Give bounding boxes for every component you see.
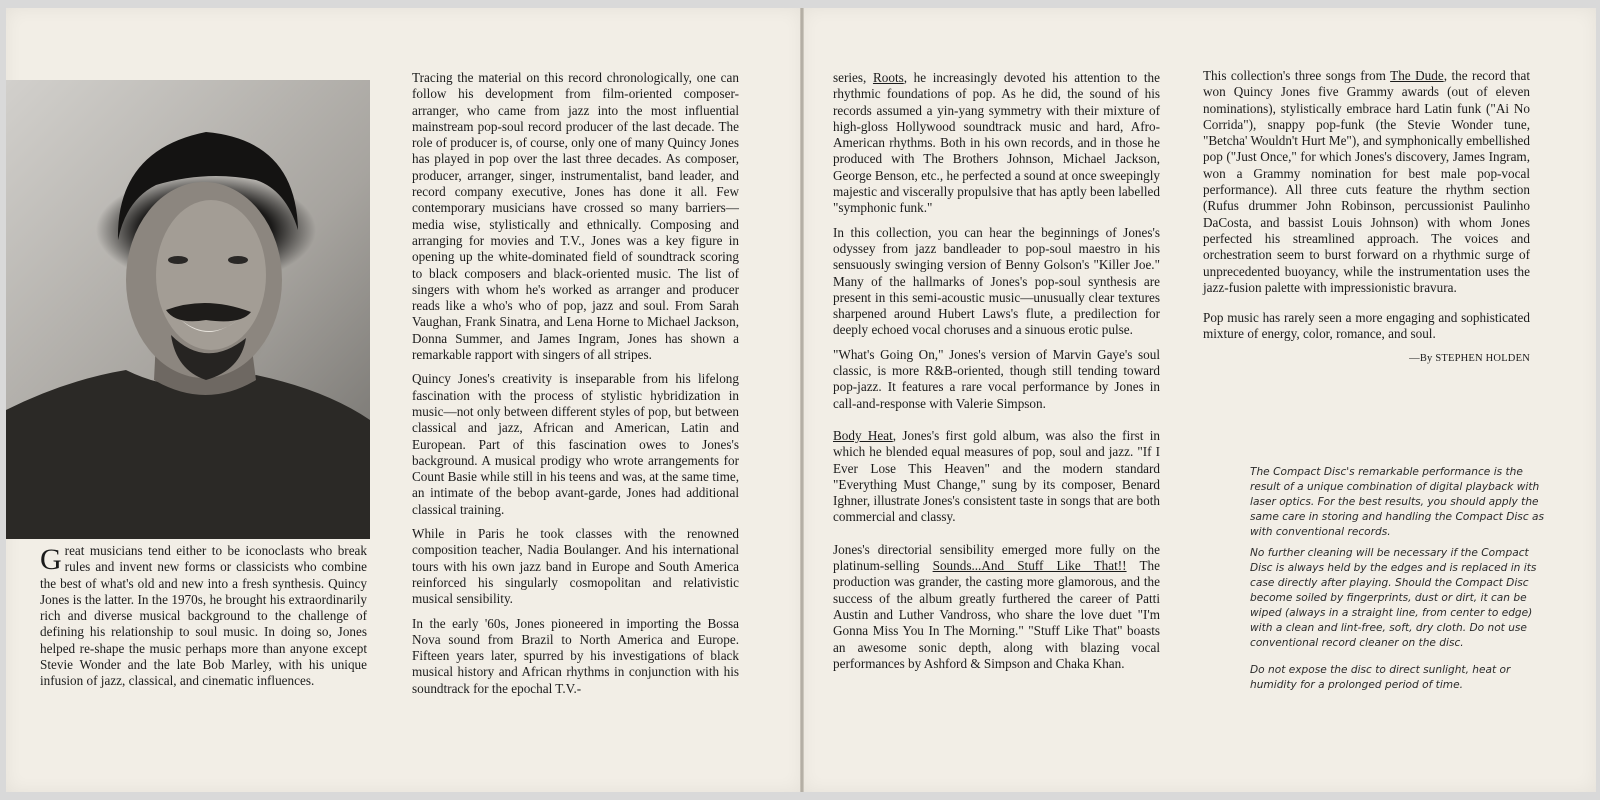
text-span: , the record that won Quincy Jones five Grammy awards (out of eleven nominations), stylistically embrace hard Latin funk ("Ai No Corrida"), snappy pop-funk (the Stevie Wonder tune, "Betcha' Wouldn't Hurt Me"), and symphonically embellished pop ("Just Once," for which Jones's discovery, James Ingram, won a Grammy nomination for best male pop-vocal performance). All three cuts feature the rhythm section (Rufus drummer John Robinson, percussionist Paulinho DaCosta, and bassist Louis Johnson) with whom Jones perfected his streamlined approach. The voices and orchestration seem to burst forward on a rhythmic surge of unprecedented buoyancy, while the instrumentation uses the jazz-fusion palette with impressionistic bravura. bbox=[1203, 68, 1530, 295]
text-span: series, bbox=[833, 70, 873, 85]
author-byline: —By STEPHEN HOLDEN bbox=[1409, 352, 1530, 364]
drop-cap: G bbox=[40, 543, 62, 576]
essay-column-2 bbox=[412, 70, 739, 705]
essay-paragraph: Quincy Jones's creativity is inseparable from his lifelong fascination with the process of stylistic hybridization in music—not only between different styles of pop, but between classical and jazz, African and American, Latin and European. Part of this fascination owes to Jones's background. A musical prodigy who wrote arrangements for Count Basie while still in his teens and was, at the same time, an intimate of the bebop avant-garde, Jones had additional classical training. bbox=[412, 371, 739, 517]
care-note-paragraph: Do not expose the disc to direct sunlight, heat or humidity for a prolonged period of time. bbox=[1250, 664, 1511, 691]
essay-column-4 bbox=[1203, 68, 1530, 367]
album-title-body-heat: Body Heat bbox=[833, 427, 893, 443]
essay-paragraph bbox=[833, 428, 1160, 526]
essay-paragraph: Pop music has rarely seen a more engaging and sophisticated mixture of energy, color, romance, and soul. bbox=[1203, 310, 1530, 342]
essay-paragraph: "What's Going On," Jones's version of Marvin Gaye's soul classic, is more R&B-oriented, though still tending toward pop-jazz. It features a rare vocal performance by Jones in call-and-response with Valerie Simpson. bbox=[833, 346, 1160, 411]
essay-column-3 bbox=[833, 70, 1160, 680]
album-title-roots: Roots bbox=[872, 70, 904, 85]
text-span: , he increasingly devoted his attention to the rhythmic foundations of pop. As he did, the sound of his records assumed a yin-yang symmetry with their mixture of high-gloss Hollywood soundtrack music and hard, Afro-American rhythms. Both in his own records, and in those he produced with The Brothers Johnson, Michael Jackson, George Benson, etc., he perfected a sound at once sweepingly majestic and viscerally propulsive that has aptly been labelled "symphonic funk." bbox=[833, 70, 1161, 216]
care-note-paragraph: No further cleaning will be necessary if the Compact Disc is always held by the edges and is replaced in its case directly after playing. Should the Compact Disc become soiled by fingerprints, dust or dirt, it can be wiped (always in a straight line, from center to edge) with a clean and lint-free, soft, dry cloth. Do not use conventional record cleaner on the disc. bbox=[1250, 547, 1537, 649]
album-title-the-dude: The Dude bbox=[1390, 68, 1444, 83]
text-span: The production was grander, the casting more glamorous, and the success of the album greatly furthered the career of Patti Austin and Luther Vandross, who share the love duet "I'm Gonna Miss You In The Morning." "Stuff Like That" boasts an awesome sonic depth, along with blazing vocal performances by Ashford & Simpson and Chaka Khan. bbox=[833, 558, 1160, 671]
care-note-paragraph: The Compact Disc's remarkable performance is the result of a unique combination of digital playback with laser optics. For the best results, you should apply the same care in storing and handling the Compact Disc as with conventional records. bbox=[1250, 466, 1545, 538]
booklet-fold bbox=[800, 8, 804, 792]
essay-paragraph bbox=[1203, 68, 1530, 296]
intro-text: reat musicians tend either to be iconoclasts who break rules and invent new forms or classicists who combine the best of what's old and new into a fresh synthesis. Quincy Jones is the latter. In the 1970s, he brought his extraordinarily rich and diverse musical background to the challenge of defining his relationship to soul music. In doing so, Jones helped re-shape the music perhaps more than anyone except Stevie Wonder and the late Bob Marley, with his unique infusion of jazz, classical, and cinematic influences. bbox=[40, 543, 367, 689]
text-span: Jones's directorial sensibility emerged more fully on the platinum-selling bbox=[833, 541, 1160, 574]
essay-paragraph bbox=[833, 542, 1160, 672]
text-span: , Jones's first gold album, was also the first in which he blended equal measures of pop, soul and jazz. "If I Ever Lose This Heaven" and the modern standard "Everything Must Change," sung by its composer, Benard Ighner, illustrate Jones's consistent taste in songs that are both commercial and classy. bbox=[833, 427, 1160, 525]
essay-paragraph: In this collection, you can hear the beginnings of Jones's odyssey from jazz bandleader to pop-soul maestro in his sensuously swinging version of Benny Golson's "Killer Joe." Many of the hallmarks of Jones's pop-soul synthesis are present in this semi-acoustic music—unusually clear textures sharpened around Hubert Laws's flute, a predilection for deeply echoed vocal choruses and a sinuous erotic pulse. bbox=[833, 224, 1160, 338]
intro-column bbox=[40, 543, 367, 698]
essay-paragraph bbox=[833, 70, 1160, 217]
essay-paragraph: In the early '60s, Jones pioneered in importing the Bossa Nova sound from Brazil to North America and Europe. Fifteen years later, spurred by his investigations of black musical history and African rhythms in conjunction with his soundtrack for the epochal T.V.- bbox=[412, 615, 739, 696]
compact-disc-care-note bbox=[1250, 465, 1550, 699]
essay-paragraph: While in Paris he took classes with the renowned composition teacher, Nadia Boulanger. And his international tours with his own jazz band in Europe and South America reinforced his singularly cosmopolitan and relativistic musical sensibility. bbox=[412, 526, 739, 607]
essay-paragraph: Tracing the material on this record chronologically, one can follow his development from film-oriented composer-arranger, who came from jazz into the most influential mainstream pop-soul record producer of the last decade. The role of producer is, of course, only one of many Quincy Jones has played in pop over the last three decades. As composer, producer, arranger, singer, instrumentalist, band leader, and record company executive, Jones has done it all. Few contemporary musicians have crossed so many barriers—media wise, stylistically and ethnically. Composing and arranging for movies and T.V., Jones was a key figure in opening up the white-dominated field of soundtrack scoring to black composers and black-oriented music. The list of singers with whom he's worked as arranger and producer reads like a who's who of pop, jazz and soul. From Sarah Vaughan, Frank Sinatra, and Lena Horne to Michael Jackson, Donna Summer, and James Ingram, Jones has shown a remarkable rapport with singers of all stripes. bbox=[412, 70, 739, 363]
text-span: This collection's three songs from bbox=[1203, 68, 1391, 83]
album-title-sounds: Sounds...And Stuff Like That!! bbox=[932, 558, 1127, 574]
intro-paragraph bbox=[40, 543, 367, 690]
artist-portrait-photo bbox=[6, 80, 370, 539]
